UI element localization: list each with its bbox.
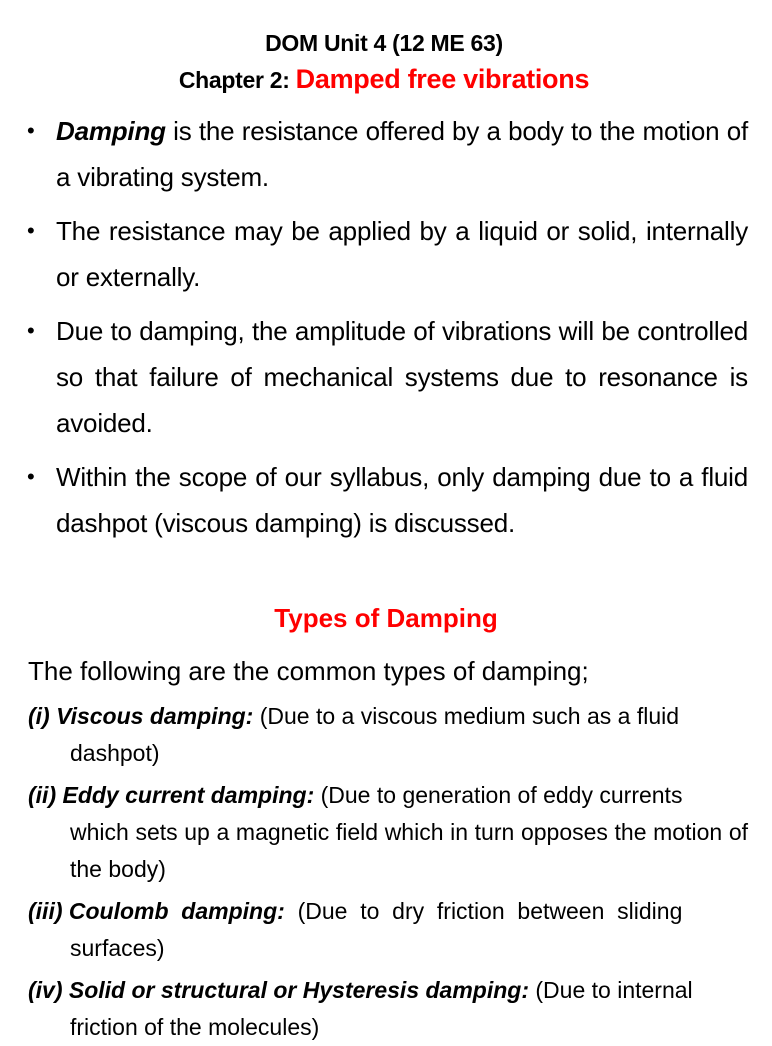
bullet-marker: •	[27, 118, 35, 143]
bullet-text	[56, 108, 748, 200]
bullet-marker: •	[27, 318, 35, 343]
section-heading: Types of Damping	[274, 603, 498, 633]
bullet-item	[27, 108, 748, 200]
chapter-title: Damped free vibrations	[295, 64, 590, 94]
document-title	[0, 30, 768, 57]
damping-type-first-line	[28, 893, 748, 930]
bullet-item	[27, 308, 748, 446]
damping-type-description: (Due to a viscous medium such as a fluid	[253, 703, 680, 729]
bullet-emphasis: Damping	[56, 116, 166, 146]
chapter-heading	[0, 64, 768, 95]
unit-title: DOM Unit 4 (12 ME 63)	[265, 30, 503, 56]
bullet-text	[56, 208, 748, 300]
damping-type-item	[28, 893, 748, 967]
damping-type-continuation: dashpot)	[70, 740, 160, 766]
bullet-item	[27, 208, 748, 300]
bullet-body: is the resistance offered by a body to the motion of a vibrating system.	[56, 116, 748, 192]
bullet-text	[56, 308, 748, 446]
chapter-prefix: Chapter 2:	[178, 67, 290, 93]
bullet-body: Due to damping, the amplitude of vibrations will be controlled so that failure of mechanical systems due to resonance is avoided.	[56, 316, 748, 438]
bullet-marker: •	[27, 218, 35, 243]
damping-type-continuation: friction of the molecules)	[70, 1014, 320, 1040]
damping-type-first-line	[28, 777, 748, 814]
section-intro: The following are the common types of damping;	[28, 656, 589, 686]
damping-type-continuation: which sets up a magnetic field which in turn opposes the motion of the body)	[70, 819, 748, 882]
damping-type-description: (Due to internal	[529, 977, 693, 1003]
damping-type-label: (ii) Eddy current damping:	[28, 782, 315, 808]
damping-type-label: (iv) Solid or structural or Hysteresis damping:	[28, 977, 529, 1003]
damping-type-continuation: surfaces)	[70, 935, 165, 961]
damping-type-label: (iii) Coulomb damping:	[28, 898, 285, 924]
damping-type-label: (i) Viscous damping:	[28, 703, 254, 729]
bullet-item	[27, 454, 748, 546]
bullet-marker: •	[27, 464, 35, 489]
bullet-body: Within the scope of our syllabus, only damping due to a fluid dashpot (viscous damping) is discussed.	[56, 462, 748, 538]
damping-type-first-line	[28, 698, 748, 735]
bullet-text	[56, 454, 748, 546]
damping-type-item	[28, 698, 748, 772]
damping-type-item	[28, 972, 748, 1046]
damping-type-description: (Due to generation of eddy currents	[314, 782, 683, 808]
damping-type-item	[28, 777, 748, 888]
damping-type-description: (Due to dry friction between sliding	[284, 898, 683, 924]
damping-type-first-line	[28, 972, 748, 1009]
bullet-body: The resistance may be applied by a liquid or solid, internally or externally.	[56, 216, 748, 292]
